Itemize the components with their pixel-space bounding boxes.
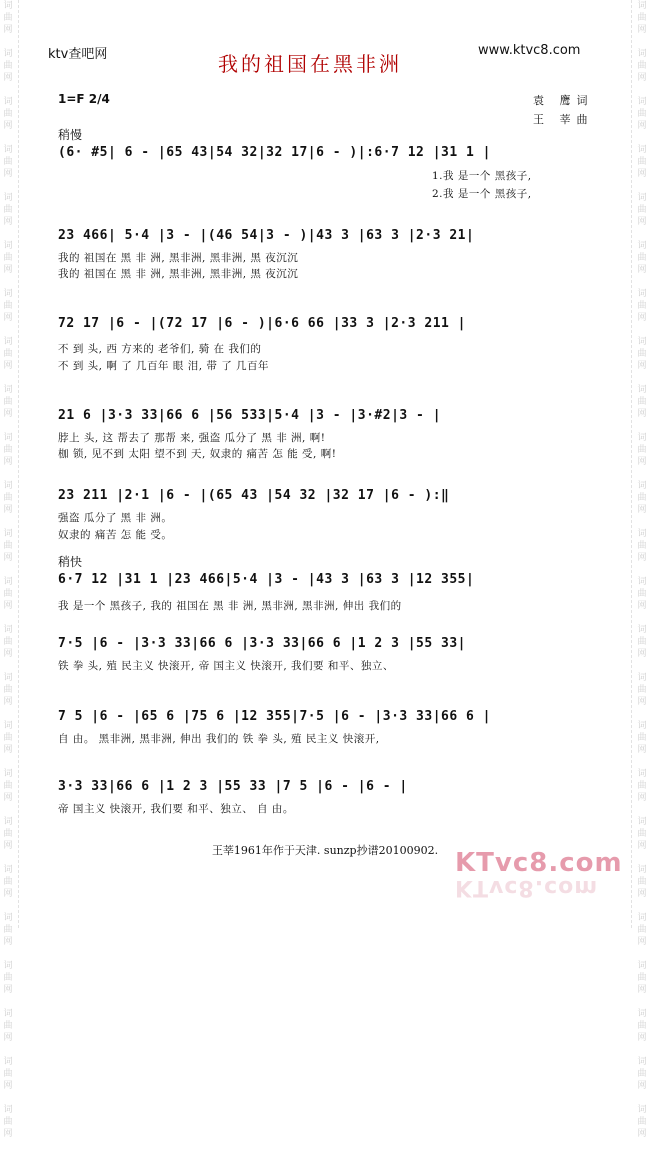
side-watermark-char: 词 bbox=[637, 961, 647, 971]
side-watermark-char: 词 bbox=[637, 817, 647, 827]
side-watermark-gap bbox=[1, 228, 15, 240]
side-watermark-char: 曲 bbox=[637, 829, 647, 839]
side-watermark-char: 曲 bbox=[637, 589, 647, 599]
side-watermark-char: 网 bbox=[637, 169, 647, 179]
side-watermark-right bbox=[635, 0, 649, 1152]
side-watermark-char: 曲 bbox=[3, 781, 13, 791]
lyric-row-5-verse-2: 奴隶的 痛苦 怎 能 受。 bbox=[58, 529, 173, 541]
side-watermark-gap bbox=[635, 132, 649, 144]
side-watermark-char: 曲 bbox=[3, 637, 13, 647]
side-watermark-char: 曲 bbox=[3, 685, 13, 695]
side-watermark-char: 曲 bbox=[637, 445, 647, 455]
side-watermark-gap bbox=[1, 180, 15, 192]
side-watermark-char: 曲 bbox=[3, 1069, 13, 1079]
notation-row-5: 23 211 |2·1 |6 - |(65 43 |54 32 |32 17 |6 - ):‖ bbox=[58, 488, 450, 503]
side-watermark-char: 曲 bbox=[637, 205, 647, 215]
side-watermark-char: 网 bbox=[3, 1081, 13, 1091]
side-watermark-char: 网 bbox=[637, 265, 647, 275]
side-watermark-char: 词 bbox=[637, 673, 647, 683]
side-watermark-char: 曲 bbox=[637, 13, 647, 23]
side-watermark-char: 曲 bbox=[637, 781, 647, 791]
lyric-row-3-verse-2: 不 到 头, 啊 了 几百年 眼 泪, 带 了 几百年 bbox=[58, 360, 270, 372]
side-watermark-char: 词 bbox=[637, 769, 647, 779]
side-watermark-char: 曲 bbox=[637, 1021, 647, 1031]
side-watermark-char: 词 bbox=[3, 1057, 13, 1067]
side-watermark-char: 网 bbox=[3, 217, 13, 227]
side-watermark-char: 词 bbox=[637, 865, 647, 875]
side-watermark-char: 网 bbox=[3, 985, 13, 995]
side-watermark-char: 曲 bbox=[3, 253, 13, 263]
side-watermark-char: 词 bbox=[3, 721, 13, 731]
side-watermark-char: 网 bbox=[3, 697, 13, 707]
composer-credit: 王 莘曲 bbox=[533, 113, 594, 126]
side-watermark-char: 网 bbox=[3, 73, 13, 83]
side-watermark-gap bbox=[635, 84, 649, 96]
side-watermark-char: 词 bbox=[637, 97, 647, 107]
side-watermark-gap bbox=[1, 996, 15, 1008]
side-watermark-char: 词 bbox=[3, 673, 13, 683]
side-watermark-char: 曲 bbox=[637, 493, 647, 503]
side-watermark-char: 曲 bbox=[3, 925, 13, 935]
side-watermark-gap bbox=[635, 372, 649, 384]
notation-row-4: 21 6 |3·3 33|66 6 |56 533|5·4 |3 - |3·#2|3 - | bbox=[58, 408, 442, 423]
side-watermark-char: 网 bbox=[637, 73, 647, 83]
side-watermark-char: 网 bbox=[3, 1129, 13, 1139]
side-watermark-gap bbox=[1, 708, 15, 720]
side-watermark-gap bbox=[635, 468, 649, 480]
side-watermark-char: 网 bbox=[3, 409, 13, 419]
side-watermark-char: 词 bbox=[3, 433, 13, 443]
side-watermark-char: 曲 bbox=[3, 61, 13, 71]
side-watermark-char: 网 bbox=[3, 505, 13, 515]
side-watermark-char: 曲 bbox=[3, 733, 13, 743]
side-watermark-char: 曲 bbox=[3, 973, 13, 983]
side-watermark-char: 曲 bbox=[637, 925, 647, 935]
site-watermark-logo: KTvc8.com bbox=[455, 848, 623, 878]
side-watermark-char: 词 bbox=[637, 433, 647, 443]
side-watermark-gap bbox=[635, 1044, 649, 1056]
lyric-row-2-verse-1: 我的 祖国在 黑 非 洲, 黑非洲, 黑非洲, 黑 夜沉沉 bbox=[58, 252, 299, 264]
lyric-row-5-verse-1: 强盗 瓜分了 黑 非 洲。 bbox=[58, 512, 173, 524]
notation-row-7: 7·5 |6 - |3·3 33|66 6 |3·3 33|66 6 |1 2 3 |55 33| bbox=[58, 636, 467, 651]
side-watermark-char: 曲 bbox=[637, 301, 647, 311]
side-watermark-gap bbox=[1, 1092, 15, 1104]
side-watermark-gap bbox=[1, 324, 15, 336]
side-watermark-char: 网 bbox=[3, 169, 13, 179]
side-watermark-gap bbox=[1, 132, 15, 144]
side-watermark-char: 词 bbox=[637, 289, 647, 299]
side-watermark-char: 曲 bbox=[637, 61, 647, 71]
side-watermark-char: 网 bbox=[637, 601, 647, 611]
side-watermark-char: 网 bbox=[3, 889, 13, 899]
side-watermark-gap bbox=[1, 1044, 15, 1056]
lyric-row-1-verse-2: 2.我 是一个 黑孩子, bbox=[432, 188, 532, 200]
side-watermark-gap bbox=[1, 36, 15, 48]
side-watermark-char: 曲 bbox=[3, 397, 13, 407]
side-watermark-char: 曲 bbox=[637, 541, 647, 551]
side-watermark-gap bbox=[635, 996, 649, 1008]
side-watermark-char: 曲 bbox=[3, 13, 13, 23]
side-watermark-char: 词 bbox=[3, 625, 13, 635]
side-watermark-char: 网 bbox=[3, 937, 13, 947]
side-watermark-gap bbox=[1, 420, 15, 432]
side-watermark-gap bbox=[635, 708, 649, 720]
side-watermark-char: 网 bbox=[637, 313, 647, 323]
side-watermark-gap bbox=[635, 420, 649, 432]
side-watermark-char: 词 bbox=[3, 577, 13, 587]
side-watermark-char: 网 bbox=[637, 937, 647, 947]
side-watermark-gap bbox=[1, 612, 15, 624]
side-watermark-char: 词 bbox=[637, 1057, 647, 1067]
side-watermark-char: 曲 bbox=[3, 589, 13, 599]
side-watermark-char: 网 bbox=[637, 409, 647, 419]
side-watermark-gap bbox=[635, 516, 649, 528]
side-watermark-char: 网 bbox=[3, 649, 13, 659]
side-watermark-char: 词 bbox=[637, 529, 647, 539]
side-watermark-char: 曲 bbox=[3, 301, 13, 311]
side-watermark-char: 词 bbox=[3, 289, 13, 299]
notation-row-8: 7 5 |6 - |65 6 |75 6 |12 355|7·5 |6 - |3·3 33|66 6 | bbox=[58, 709, 491, 724]
side-watermark-char: 词 bbox=[637, 721, 647, 731]
side-watermark-char: 曲 bbox=[3, 541, 13, 551]
side-watermark-char: 词 bbox=[637, 385, 647, 395]
side-watermark-char: 词 bbox=[637, 1009, 647, 1019]
side-watermark-char: 网 bbox=[637, 457, 647, 467]
side-watermark-char: 曲 bbox=[637, 157, 647, 167]
side-watermark-gap bbox=[635, 36, 649, 48]
side-watermark-char: 词 bbox=[3, 385, 13, 395]
side-watermark-char: 网 bbox=[637, 985, 647, 995]
site-url-right: www.ktvc8.com bbox=[478, 43, 581, 58]
side-watermark-gap bbox=[1, 564, 15, 576]
side-watermark-gap bbox=[635, 660, 649, 672]
tempo-marking-slow: 稍慢 bbox=[58, 128, 83, 142]
lyric-row-3-verse-1: 不 到 头, 西 方来的 老爷们, 骑 在 我们的 bbox=[58, 343, 262, 355]
side-watermark-char: 曲 bbox=[3, 157, 13, 167]
side-watermark-char: 网 bbox=[3, 121, 13, 131]
tempo-marking-fast: 稍快 bbox=[58, 555, 83, 569]
side-watermark-char: 词 bbox=[3, 97, 13, 107]
side-watermark-gap bbox=[635, 324, 649, 336]
side-watermark-char: 网 bbox=[3, 457, 13, 467]
side-watermark-char: 网 bbox=[637, 25, 647, 35]
site-name-left: ktv查吧网 bbox=[48, 47, 108, 62]
side-watermark-char: 曲 bbox=[637, 877, 647, 887]
notation-row-6: 6·7 12 |31 1 |23 466|5·4 |3 - |43 3 |63 3 |12 355| bbox=[58, 572, 475, 587]
side-watermark-char: 网 bbox=[3, 25, 13, 35]
side-watermark-char: 曲 bbox=[637, 637, 647, 647]
side-watermark-char: 词 bbox=[3, 1105, 13, 1115]
side-watermark-gap bbox=[1, 1140, 15, 1152]
side-watermark-gap bbox=[1, 756, 15, 768]
side-watermark-char: 词 bbox=[3, 145, 13, 155]
side-watermark-char: 曲 bbox=[3, 829, 13, 839]
side-watermark-char: 网 bbox=[3, 553, 13, 563]
side-watermark-char: 词 bbox=[637, 1105, 647, 1115]
side-watermark-char: 网 bbox=[3, 745, 13, 755]
notation-row-9: 3·3 33|66 6 |1 2 3 |55 33 |7 5 |6 - |6 - | bbox=[58, 779, 408, 794]
side-watermark-char: 曲 bbox=[3, 205, 13, 215]
side-watermark-gap bbox=[635, 1092, 649, 1104]
side-watermark-gap bbox=[1, 804, 15, 816]
side-watermark-char: 词 bbox=[637, 481, 647, 491]
side-watermark-char: 词 bbox=[3, 817, 13, 827]
side-watermark-char: 词 bbox=[3, 49, 13, 59]
lyric-row-1-verse-1: 1.我 是一个 黑孩子, bbox=[432, 170, 532, 182]
song-title: 我的祖国在黑非洲 bbox=[218, 52, 402, 76]
side-watermark-gap bbox=[635, 1140, 649, 1152]
side-watermark-char: 网 bbox=[637, 361, 647, 371]
side-watermark-gap bbox=[1, 660, 15, 672]
lyric-row-2-verse-2: 我的 祖国在 黑 非 洲, 黑非洲, 黑非洲, 黑 夜沉沉 bbox=[58, 268, 299, 280]
side-watermark-gap bbox=[635, 564, 649, 576]
side-watermark-char: 曲 bbox=[637, 253, 647, 263]
site-watermark-reflection: KTvc8.com bbox=[455, 875, 599, 900]
side-watermark-gap bbox=[635, 180, 649, 192]
composition-note: 王莘1961年作于天津. sunzp抄谱20100902. bbox=[211, 844, 439, 857]
side-watermark-char: 网 bbox=[637, 1129, 647, 1139]
lyric-row-4-verse-1: 脖上 头, 这 帮去了 那帮 来, 强盗 瓜分了 黑 非 洲, 啊! bbox=[58, 432, 326, 444]
side-watermark-char: 词 bbox=[637, 625, 647, 635]
lyric-row-7: 铁 拳 头, 殖 民主义 快滚开, 帝 国主义 快滚开, 我们要 和平、独立、 bbox=[58, 660, 394, 672]
lyric-row-9: 帝 国主义 快滚开, 我们要 和平、独立、 自 由。 bbox=[58, 803, 294, 815]
side-watermark-char: 曲 bbox=[637, 685, 647, 695]
side-watermark-char: 词 bbox=[637, 241, 647, 251]
side-watermark-char: 网 bbox=[3, 601, 13, 611]
side-watermark-char: 曲 bbox=[3, 493, 13, 503]
notation-row-3: 72 17 |6 - |(72 17 |6 - )|6·6 66 |33 3 |2·3 211 | bbox=[58, 316, 467, 331]
side-watermark-char: 曲 bbox=[637, 109, 647, 119]
side-watermark-char: 曲 bbox=[637, 397, 647, 407]
side-watermark-gap bbox=[635, 228, 649, 240]
lyric-row-6: 我 是一个 黑孩子, 我的 祖国在 黑 非 洲, 黑非洲, 黑非洲, 伸出 我们的 bbox=[58, 600, 402, 612]
side-watermark-gap bbox=[1, 372, 15, 384]
side-watermark-char: 曲 bbox=[3, 445, 13, 455]
side-watermark-char: 网 bbox=[637, 793, 647, 803]
side-watermark-char: 词 bbox=[637, 577, 647, 587]
notation-row-2: 23 466| 5·4 |3 - |(46 54|3 - )|43 3 |63 3 |2·3 21| bbox=[58, 228, 475, 243]
side-watermark-char: 网 bbox=[637, 889, 647, 899]
key-signature: 1=F 2/4 bbox=[58, 92, 110, 106]
side-watermark-gap bbox=[635, 756, 649, 768]
side-watermark-char: 词 bbox=[637, 913, 647, 923]
side-watermark-gap bbox=[1, 948, 15, 960]
side-watermark-char: 词 bbox=[3, 1, 13, 11]
side-watermark-char: 词 bbox=[637, 337, 647, 347]
lyric-row-4-verse-2: 枷 锁, 见不到 太阳 望不到 天, 奴隶的 痛苦 怎 能 受, 啊! bbox=[58, 448, 337, 460]
side-watermark-char: 网 bbox=[637, 121, 647, 131]
side-watermark-gap bbox=[1, 516, 15, 528]
side-watermark-left bbox=[1, 0, 15, 1152]
side-watermark-char: 网 bbox=[637, 217, 647, 227]
side-watermark-char: 网 bbox=[3, 265, 13, 275]
side-watermark-char: 曲 bbox=[637, 1069, 647, 1079]
side-watermark-char: 网 bbox=[637, 841, 647, 851]
side-watermark-char: 词 bbox=[3, 961, 13, 971]
side-watermark-char: 词 bbox=[3, 241, 13, 251]
side-watermark-char: 词 bbox=[637, 145, 647, 155]
side-watermark-gap bbox=[635, 948, 649, 960]
side-watermark-char: 网 bbox=[637, 697, 647, 707]
side-watermark-char: 词 bbox=[3, 913, 13, 923]
side-watermark-char: 网 bbox=[637, 745, 647, 755]
side-watermark-char: 曲 bbox=[3, 1117, 13, 1127]
lyric-row-8: 自 由。 黑非洲, 黑非洲, 伸出 我们的 铁 拳 头, 殖 民主义 快滚开, bbox=[58, 733, 380, 745]
side-watermark-char: 网 bbox=[637, 1081, 647, 1091]
side-watermark-char: 网 bbox=[637, 505, 647, 515]
side-watermark-char: 网 bbox=[3, 793, 13, 803]
side-watermark-char: 曲 bbox=[637, 1117, 647, 1127]
side-watermark-char: 词 bbox=[3, 1009, 13, 1019]
side-watermark-gap bbox=[635, 804, 649, 816]
side-watermark-gap bbox=[635, 612, 649, 624]
side-watermark-char: 曲 bbox=[3, 349, 13, 359]
side-watermark-char: 曲 bbox=[3, 877, 13, 887]
side-watermark-char: 词 bbox=[3, 481, 13, 491]
side-watermark-char: 词 bbox=[637, 1, 647, 11]
side-watermark-gap bbox=[635, 900, 649, 912]
side-watermark-char: 网 bbox=[3, 841, 13, 851]
side-watermark-gap bbox=[1, 468, 15, 480]
side-watermark-char: 网 bbox=[637, 553, 647, 563]
notation-row-1: (6· #5| 6 - |65 43|54 32|32 17|6 - )|:6·7 12 |31 1 | bbox=[58, 145, 491, 160]
side-watermark-char: 网 bbox=[637, 649, 647, 659]
side-watermark-gap bbox=[635, 276, 649, 288]
side-watermark-char: 网 bbox=[3, 361, 13, 371]
side-watermark-char: 词 bbox=[3, 193, 13, 203]
side-watermark-char: 曲 bbox=[3, 1021, 13, 1031]
side-watermark-char: 曲 bbox=[637, 733, 647, 743]
side-watermark-char: 曲 bbox=[637, 973, 647, 983]
side-watermark-char: 词 bbox=[3, 529, 13, 539]
side-watermark-char: 网 bbox=[3, 313, 13, 323]
side-watermark-char: 词 bbox=[3, 337, 13, 347]
side-watermark-gap bbox=[1, 84, 15, 96]
side-watermark-char: 词 bbox=[637, 49, 647, 59]
side-watermark-gap bbox=[1, 276, 15, 288]
side-watermark-gap bbox=[1, 900, 15, 912]
side-watermark-char: 曲 bbox=[637, 349, 647, 359]
lyricist-credit: 袁 鹰词 bbox=[533, 94, 594, 107]
side-watermark-char: 网 bbox=[3, 1033, 13, 1043]
side-watermark-char: 网 bbox=[637, 1033, 647, 1043]
side-watermark-char: 曲 bbox=[3, 109, 13, 119]
side-watermark-char: 词 bbox=[3, 865, 13, 875]
side-watermark-char: 词 bbox=[3, 769, 13, 779]
side-watermark-char: 词 bbox=[637, 193, 647, 203]
